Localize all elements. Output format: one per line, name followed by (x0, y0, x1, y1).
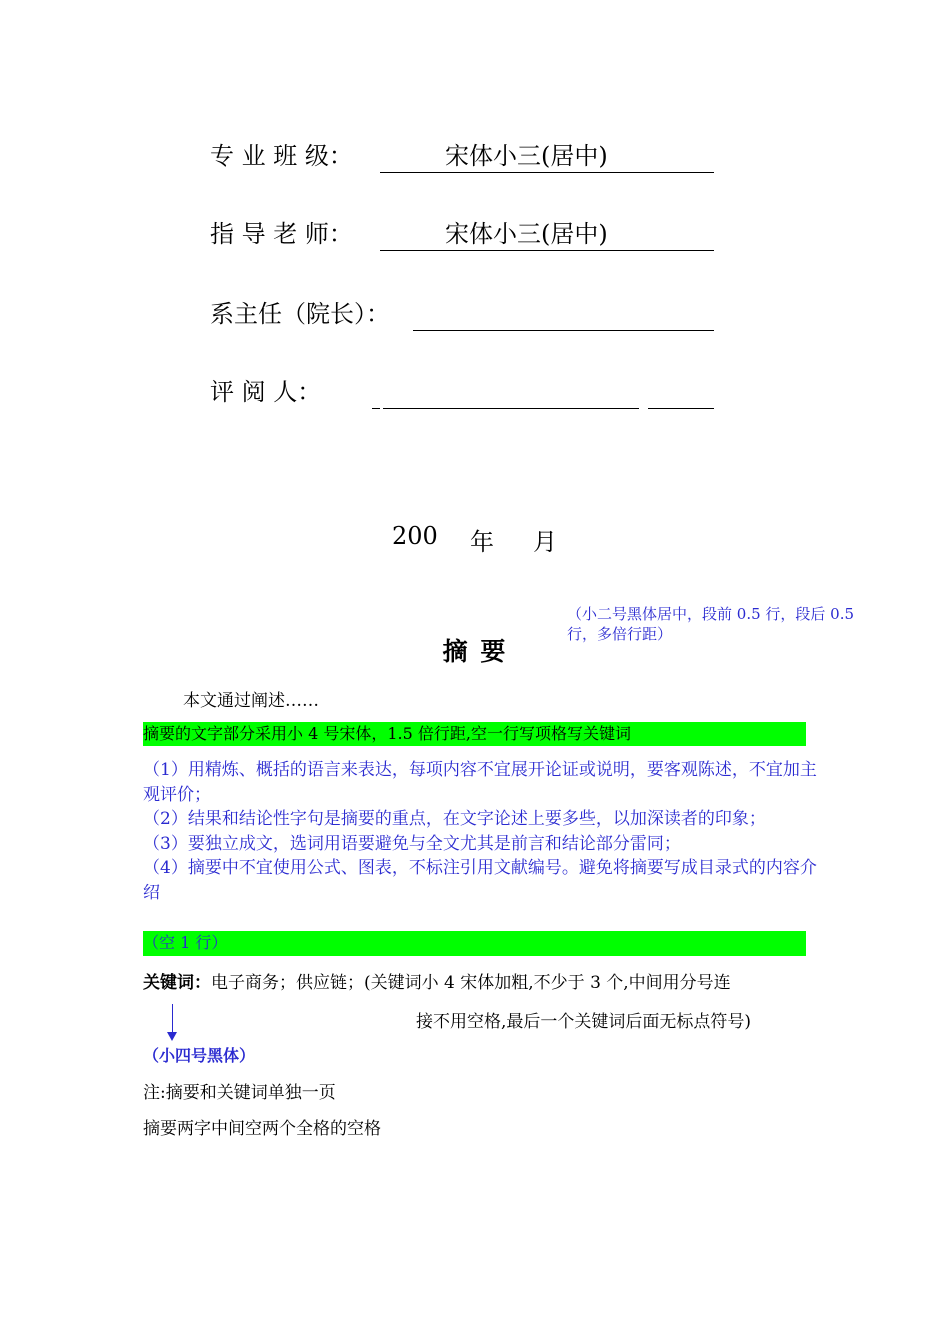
underline (372, 408, 380, 409)
rule-item: （1）用精炼、概括的语言来表达，每项内容不宜展开论证或说明，要客观陈述，不宜加主观评价； (143, 760, 817, 805)
rule-item: （4）摘要中不宜使用公式、图表，不标注引用文献编号。避免将摘要写成目录式的内容介绍 (143, 858, 817, 903)
date-year: 200 (392, 522, 438, 550)
underline (380, 250, 714, 251)
keyword-label-format-note: （小四号黑体） (143, 1046, 256, 1065)
field-dean (210, 294, 715, 334)
underline (383, 408, 639, 409)
field-class (210, 136, 715, 176)
field-label: 专 业 班 级： (210, 142, 353, 170)
arrow-line (172, 1004, 173, 1034)
rule-item: （2）结果和结论性字句是摘要的重点，在文字论述上要多些，以加深读者的印象； (143, 809, 766, 829)
abstract-body: 本文通过阐述…… (183, 691, 319, 711)
date-month-unit: 月 (533, 528, 557, 556)
keywords-value: 电子商务；供应链；(关键词小 4 宋体加粗,不少于 3 个,中间用分号连 (211, 973, 731, 993)
note-separate-page: 注:摘要和关键词单独一页 (143, 1083, 336, 1103)
keywords-continuation: 接不用空格,最后一个关键词后面无标点符号) (416, 1012, 752, 1032)
abstract-title: 摘 要 (442, 637, 508, 666)
rule-item: （3）要独立成文，选词用语要避免与全文尤其是前言和结论部分雷同； (143, 833, 681, 854)
field-advisor (210, 214, 715, 254)
date-year-unit: 年 (470, 528, 494, 556)
underline (648, 408, 714, 409)
arrow-down-icon (167, 1032, 177, 1041)
note-title-spacing: 摘要两字中间空两个全格的空格 (143, 1119, 381, 1139)
underline (380, 172, 714, 173)
highlight-format-note: 摘要的文字部分采用小 4 号宋体，1.5 倍行距,空一行写项格写关键词 (143, 722, 806, 746)
title-format-note: （小二号黑体居中，段前 0.5 行，段后 0.5 行，多倍行距） (567, 605, 855, 643)
field-label: 评 阅 人： (210, 378, 322, 406)
underline (413, 330, 714, 331)
field-label: 系主任（院长）： (210, 300, 390, 328)
field-value: 宋体小三(居中) (445, 220, 608, 248)
field-reviewer (210, 372, 715, 412)
highlight-blank-line: （空 1 行） (143, 931, 806, 956)
field-value: 宋体小三(居中) (445, 142, 608, 170)
field-label: 指 导 老 师： (210, 220, 353, 248)
keywords-label: 关键词： (143, 973, 211, 993)
keywords-line (143, 968, 731, 993)
abstract-rules (143, 758, 823, 905)
